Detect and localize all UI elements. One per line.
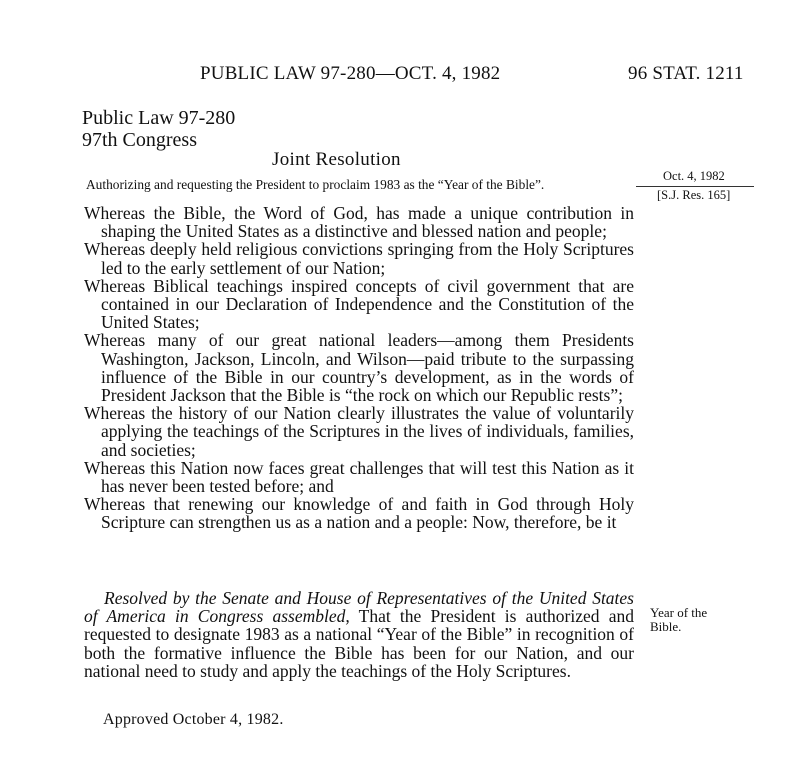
document-title: Joint Resolution bbox=[272, 149, 401, 170]
enacting-formula: Resolved by the Senate and House of Representatives of the United States of America in Congress assembled, bbox=[84, 588, 634, 627]
whereas-clause: Whereas the Bible, the Word of God, has made a unique contribution in shaping the United States as a distinctive and blessed nation and people; bbox=[84, 203, 634, 242]
whereas-clauses bbox=[84, 204, 634, 532]
public-law-number: Public Law 97-280 bbox=[82, 107, 236, 129]
whereas-clause: Whereas deeply held religious convictions springing from the Holy Scriptures led to the early settlement of our Nation; bbox=[84, 239, 634, 278]
whereas-clause: Whereas many of our great national leaders—among them Presidents Washington, Jackson, Lincoln, and Wilson—paid tribute to the surpassing influence of the Bible in our country’s development, as in the words of President Jackson that the Bible is “the rock on which our Republic rests”; bbox=[84, 330, 634, 406]
purpose-line: Authorizing and requesting the President to proclaim 1983 as the “Year of the Bible”. bbox=[86, 177, 545, 192]
whereas-clause: Whereas Biblical teachings inspired concepts of civil government that are contained in our Declaration of Independence and the Constitution of the United States; bbox=[84, 275, 634, 333]
enacting-text: That the President is authorized and requested to designate 1983 as a national “Year of the Bible” in recognition of both the formative influence the Bible has been for our Nation, and our national need to study and apply the teachings of the Holy Scriptures. bbox=[84, 606, 634, 681]
whereas-clause: Whereas that renewing our knowledge of and faith in God through Holy Scripture can strengthen us as a nation and a people: Now, therefore, be it bbox=[84, 494, 634, 533]
approval-line: Approved October 4, 1982. bbox=[103, 711, 284, 728]
margin-note: Year of the Bible. bbox=[650, 605, 708, 634]
whereas-clause: Whereas the history of our Nation clearly illustrates the value of voluntarily applying the teachings of the Scriptures in the lives of individuals, families, and societies; bbox=[84, 403, 634, 460]
sidenote-divider bbox=[636, 186, 754, 187]
whereas-clause: Whereas this Nation now faces great challenges that will test this Nation as it has never been tested before; and bbox=[84, 457, 634, 497]
bill-reference-sidenote: [S.J. Res. 165] bbox=[657, 188, 731, 202]
statute-reference: 96 STAT. 1211 bbox=[628, 63, 744, 84]
enactment-date-sidenote: Oct. 4, 1982 bbox=[663, 169, 725, 183]
enacting-clause bbox=[84, 589, 634, 680]
congress-number: 97th Congress bbox=[82, 129, 197, 151]
running-head: PUBLIC LAW 97-280—OCT. 4, 1982 bbox=[200, 63, 501, 84]
